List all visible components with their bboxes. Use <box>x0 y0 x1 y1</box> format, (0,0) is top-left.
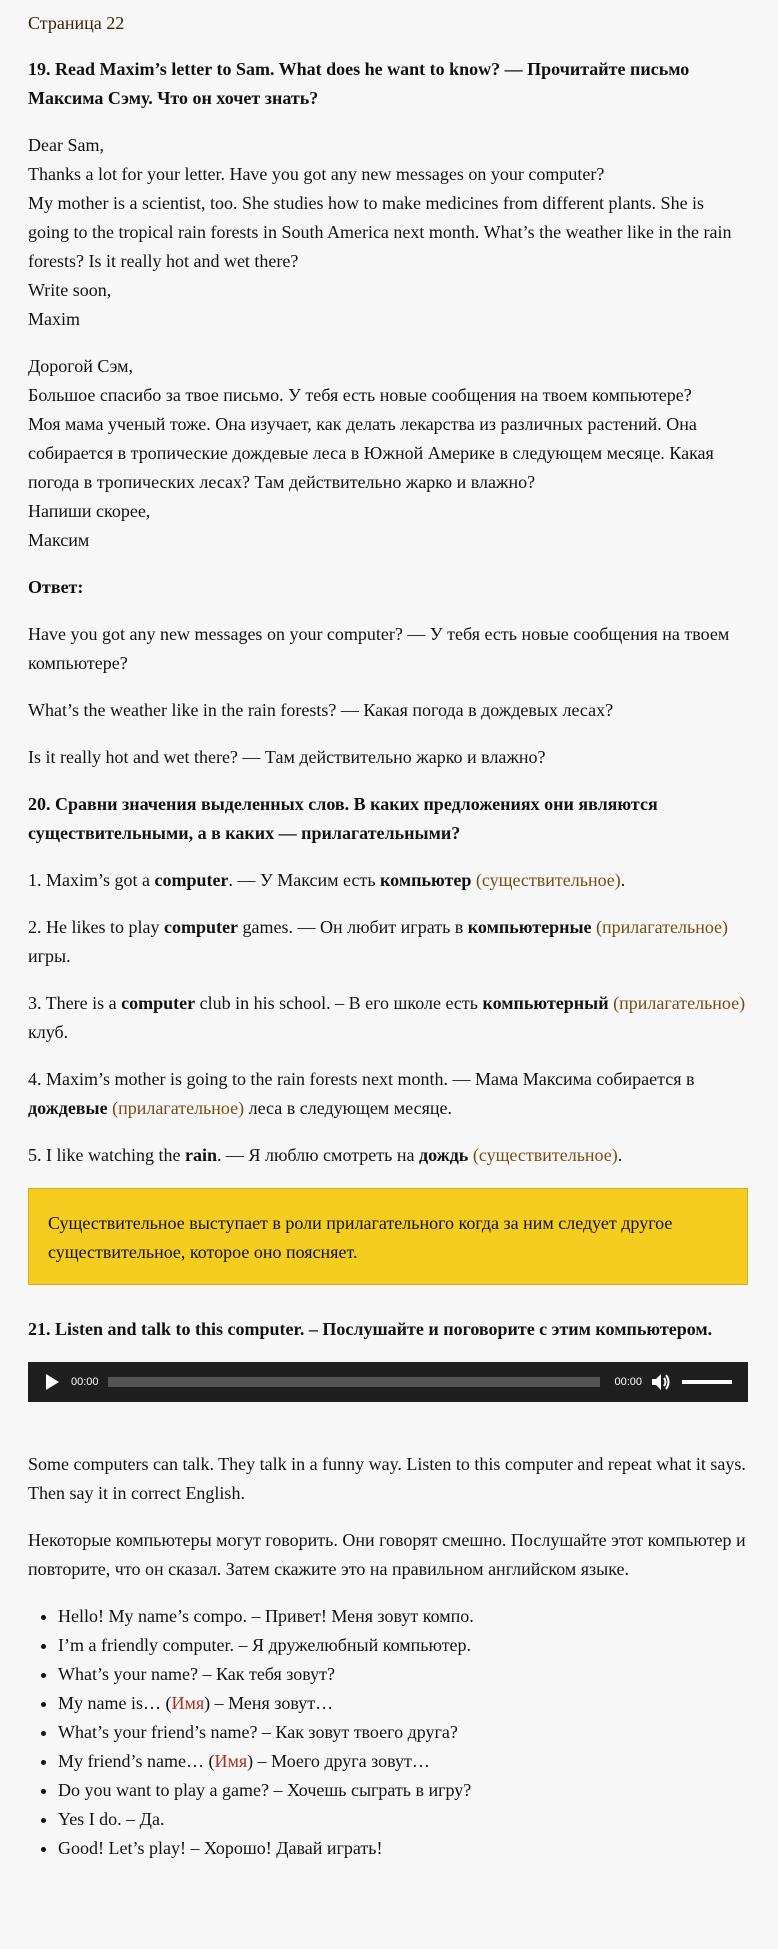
sentence-text: 4. Maxim’s mother is going to the rain forests next month. — Мама Максима собирается в <box>28 1069 695 1089</box>
highlighted-word: компьютерный <box>482 993 609 1013</box>
exercise-21-heading: 21. Listen and talk to this computer. – Послушайте и поговорите с этим компьютером. <box>28 1319 713 1339</box>
grammar-note-box: Существительное выступает в роли прилагательного когда за ним следует другое существительное, которое оно поясняет. <box>28 1188 748 1285</box>
progress-track[interactable] <box>108 1377 601 1387</box>
answer-item: What’s the weather like in the rain forests? — Какая погода в дождевых лесах? <box>28 700 614 720</box>
current-time: 00:00 <box>71 1375 99 1388</box>
sentence-text: games. — Он любит играть в <box>237 917 468 937</box>
part-of-speech-label: (существительное) <box>472 1145 618 1165</box>
dialogue-list <box>28 1602 748 1863</box>
comparison-item <box>28 989 748 1047</box>
letter-line: Большое спасибо за твое письмо. У тебя есть новые сообщения на твоем компьютере? <box>28 385 692 405</box>
list-item <box>58 1631 748 1660</box>
line-text: Hello! My name’s compo. – Привет! Меня зовут компо. <box>58 1606 474 1626</box>
answer-label: Ответ: <box>28 577 84 597</box>
sentence-text: 2. He likes to play <box>28 917 164 937</box>
list-item <box>58 1805 748 1834</box>
line-text: ) – Меня зовут… <box>204 1693 334 1713</box>
list-item <box>58 1660 748 1689</box>
letter-line: Thanks a lot for your letter. Have you got any new messages on your computer? <box>28 164 605 184</box>
answer-item: Is it really hot and wet there? — Там действительно жарко и влажно? <box>28 747 546 767</box>
sentence-text: 1. Maxim’s got a <box>28 870 155 890</box>
highlighted-word: computer <box>163 917 238 937</box>
letter-line: Dear Sam, <box>28 135 104 155</box>
part-of-speech-label: (прилагательное) <box>112 1098 245 1118</box>
comparison-item <box>28 1141 748 1170</box>
sentence-text: 3. There is a <box>28 993 122 1013</box>
line-text: Good! Let’s play! – Хорошо! Давай играть! <box>58 1838 383 1858</box>
mute-button[interactable] <box>652 1373 674 1391</box>
sentence-text: леса в следующем месяце. <box>244 1098 453 1118</box>
page-content <box>28 0 748 1863</box>
line-text: What’s your friend’s name? – Как зовут твоего друга? <box>58 1722 458 1742</box>
list-item <box>58 1776 748 1805</box>
sentence-text: . — У Максим есть <box>228 870 381 890</box>
sentence-text: . <box>620 870 626 890</box>
letter-line: Дорогой Сэм, <box>28 356 134 376</box>
answer-item: Have you got any new messages on your computer? — У тебя есть новые сообщения на твоем компьютере? <box>28 624 730 673</box>
list-item <box>58 1834 748 1863</box>
highlighted-word: computer <box>121 993 196 1013</box>
name-placeholder: Имя <box>171 1693 205 1713</box>
exercise-19-heading: 19. Read Maxim’s letter to Sam. What does he want to know? — Прочитайте письмо Максима Сэму. Что он хочет знать? <box>28 59 690 108</box>
line-text: I’m a friendly computer. – Я дружелюбный компьютер. <box>58 1635 472 1655</box>
intro-english: Some computers can talk. They talk in a funny way. Listen to this computer and repeat what it says. Then say it in correct English. <box>28 1454 746 1503</box>
letter-line: Максим <box>28 530 90 550</box>
letter-line: Maxim <box>28 309 80 329</box>
letter-line: My mother is a scientist, too. She studies how to make medicines from different plants. She is going to the tropical rain forests in South America next month. What’s the weather like in the rain forests? Is it really hot and wet there? <box>28 193 732 271</box>
exercise-20-heading: 20. Сравни значения выделенных слов. В каких предложениях они являются существительными, а в каких — прилагательными? <box>28 794 658 843</box>
list-item <box>58 1689 748 1718</box>
sentence-text: club in his school. – В его школе есть <box>195 993 483 1013</box>
sentence-text: 5. I like watching the <box>28 1145 185 1165</box>
sentence-text: . — Я люблю смотреть на <box>216 1145 419 1165</box>
letter-english <box>28 131 748 334</box>
list-item <box>58 1718 748 1747</box>
highlighted-word: дождевые <box>28 1098 108 1118</box>
letter-line: Моя мама ученый тоже. Она изучает, как делать лекарства из различных растений. Она собирается в тропические дождевые леса в Южной Америке в следующем месяце. Какая погода в тропических лесах? Там действительно жарко и влажно? <box>28 414 714 492</box>
audio-player <box>28 1362 748 1402</box>
duration-time: 00:00 <box>614 1375 642 1388</box>
intro-russian: Некоторые компьютеры могут говорить. Они говорят смешно. Послушайте этот компьютер и повторите, что он сказал. Затем скажите это на правильном английском языке. <box>28 1530 746 1579</box>
line-text: My name is… ( <box>58 1693 172 1713</box>
volume-slider[interactable] <box>682 1380 732 1384</box>
highlighted-word: компьютер <box>380 870 472 890</box>
highlighted-word: компьютерные <box>467 917 592 937</box>
play-icon <box>45 1374 59 1390</box>
speaker-icon <box>652 1373 672 1391</box>
sentence-text: . <box>617 1145 623 1165</box>
list-item <box>58 1747 748 1776</box>
comparison-item <box>28 913 748 971</box>
comparison-item <box>28 1065 748 1123</box>
line-text: Yes I do. – Да. <box>58 1809 165 1829</box>
highlighted-word: computer <box>154 870 229 890</box>
page-number: Страница 22 <box>28 13 125 33</box>
letter-line: Write soon, <box>28 280 112 300</box>
name-placeholder: Имя <box>214 1751 248 1771</box>
sentence-text: игры. <box>28 946 71 966</box>
highlighted-word: rain <box>184 1145 217 1165</box>
part-of-speech-label: (прилагательное) <box>613 993 746 1013</box>
line-text: Do you want to play a game? – Хочешь сыграть в игру? <box>58 1780 472 1800</box>
line-text: ) – Моего друга зовут… <box>247 1751 430 1771</box>
highlighted-word: дождь <box>418 1145 469 1165</box>
letter-line: Напиши скорее, <box>28 501 151 521</box>
part-of-speech-label: (прилагательное) <box>596 917 729 937</box>
part-of-speech-label: (существительное) <box>475 870 621 890</box>
sentence-text: клуб. <box>28 1022 69 1042</box>
comparison-item <box>28 866 748 895</box>
list-item <box>58 1602 748 1631</box>
letter-russian <box>28 352 748 555</box>
line-text: What’s your name? – Как тебя зовут? <box>58 1664 336 1684</box>
line-text: My friend’s name… ( <box>58 1751 215 1771</box>
play-button[interactable] <box>39 1362 65 1402</box>
